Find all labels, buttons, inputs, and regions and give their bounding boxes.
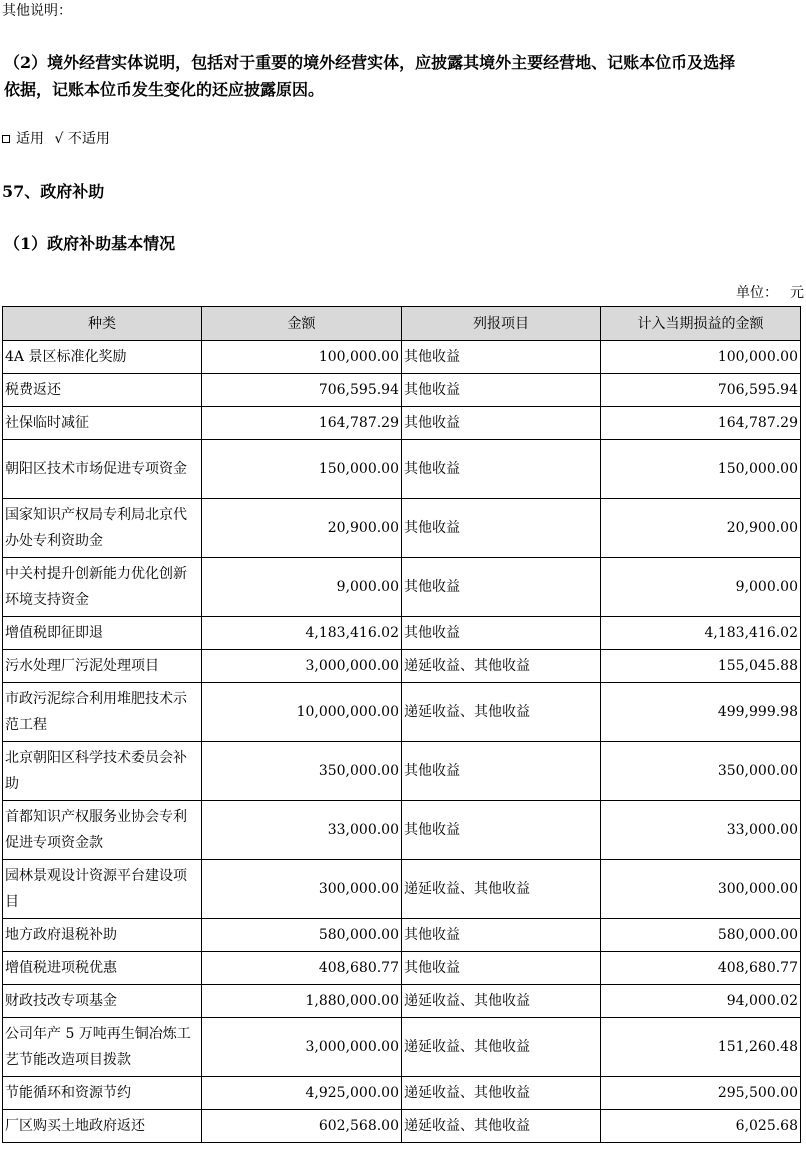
table-row <box>3 374 801 407</box>
cell-item: 其他收益 <box>402 742 601 801</box>
table-row <box>3 1018 801 1077</box>
table-row <box>3 742 801 801</box>
cell-amount: 9,000.00 <box>202 558 402 617</box>
header-amount: 金额 <box>202 307 402 341</box>
cell-item: 递延收益、其他收益 <box>402 1077 601 1110</box>
section-2-heading-line2: 依据，记账本位币发生变化的还应披露原因。 <box>4 80 325 99</box>
cell-amount: 3,000,000.00 <box>202 650 402 683</box>
table-body <box>3 341 801 1143</box>
applicability-row <box>2 128 110 148</box>
cell-current-amount: 151,260.48 <box>601 1018 801 1077</box>
subsection-1-heading: （1）政府补助基本情况 <box>4 234 176 253</box>
other-note: 其他说明： <box>2 3 72 19</box>
table-row <box>3 1110 801 1143</box>
checkbox-icon <box>2 135 10 143</box>
cell-current-amount: 408,680.77 <box>601 952 801 985</box>
cell-current-amount: 580,000.00 <box>601 919 801 952</box>
cell-item: 其他收益 <box>402 801 601 860</box>
cell-amount: 10,000,000.00 <box>202 683 402 742</box>
cell-item: 递延收益、其他收益 <box>402 683 601 742</box>
table-row <box>3 952 801 985</box>
cell-type: 厂区购买土地政府返还 <box>3 1110 202 1143</box>
cell-item: 递延收益、其他收益 <box>402 860 601 919</box>
cell-amount: 706,595.94 <box>202 374 402 407</box>
table-row <box>3 650 801 683</box>
cell-amount: 602,568.00 <box>202 1110 402 1143</box>
cell-current-amount: 706,595.94 <box>601 374 801 407</box>
cell-type: 市政污泥综合利用堆肥技术示范工程 <box>3 683 202 742</box>
government-subsidy-table <box>2 306 801 1143</box>
table-row <box>3 341 801 374</box>
table-row <box>3 407 801 440</box>
cell-amount: 20,900.00 <box>202 499 402 558</box>
cell-current-amount: 499,999.98 <box>601 683 801 742</box>
cell-amount: 580,000.00 <box>202 919 402 952</box>
cell-current-amount: 94,000.02 <box>601 985 801 1018</box>
cell-type: 增值税即征即退 <box>3 617 202 650</box>
cell-item: 其他收益 <box>402 440 601 499</box>
table-row <box>3 801 801 860</box>
table-row <box>3 440 801 499</box>
cell-current-amount: 33,000.00 <box>601 801 801 860</box>
cell-current-amount: 164,787.29 <box>601 407 801 440</box>
table-row <box>3 860 801 919</box>
table-row <box>3 558 801 617</box>
cell-amount: 33,000.00 <box>202 801 402 860</box>
cell-current-amount: 9,000.00 <box>601 558 801 617</box>
cell-type: 污水处理厂污泥处理项目 <box>3 650 202 683</box>
cell-item: 递延收益、其他收益 <box>402 1110 601 1143</box>
cell-type: 地方政府退税补助 <box>3 919 202 952</box>
cell-amount: 408,680.77 <box>202 952 402 985</box>
cell-current-amount: 155,045.88 <box>601 650 801 683</box>
cell-item: 递延收益、其他收益 <box>402 1018 601 1077</box>
cell-type: 增值税进项税优惠 <box>3 952 202 985</box>
cell-current-amount: 150,000.00 <box>601 440 801 499</box>
cell-current-amount: 295,500.00 <box>601 1077 801 1110</box>
cell-type: 首都知识产权服务业协会专利促进专项资金款 <box>3 801 202 860</box>
cell-item: 其他收益 <box>402 617 601 650</box>
table-row <box>3 919 801 952</box>
check-mark: √ <box>54 131 64 147</box>
table-row <box>3 1077 801 1110</box>
cell-item: 其他收益 <box>402 407 601 440</box>
cell-item: 其他收益 <box>402 952 601 985</box>
cell-amount: 150,000.00 <box>202 440 402 499</box>
cell-current-amount: 100,000.00 <box>601 341 801 374</box>
cell-amount: 350,000.00 <box>202 742 402 801</box>
cell-type: 朝阳区技术市场促进专项资金 <box>3 440 202 499</box>
cell-item: 其他收益 <box>402 558 601 617</box>
cell-amount: 3,000,000.00 <box>202 1018 402 1077</box>
cell-item: 其他收益 <box>402 499 601 558</box>
cell-type: 国家知识产权局专利局北京代办处专利资助金 <box>3 499 202 558</box>
table-row <box>3 499 801 558</box>
cell-amount: 1,880,000.00 <box>202 985 402 1018</box>
table-row <box>3 985 801 1018</box>
header-current-amount: 计入当期损益的金额 <box>601 307 801 341</box>
cell-amount: 300,000.00 <box>202 860 402 919</box>
cell-item: 其他收益 <box>402 919 601 952</box>
cell-current-amount: 6,025.68 <box>601 1110 801 1143</box>
cell-amount: 164,787.29 <box>202 407 402 440</box>
cell-current-amount: 350,000.00 <box>601 742 801 801</box>
cell-current-amount: 300,000.00 <box>601 860 801 919</box>
cell-current-amount: 4,183,416.02 <box>601 617 801 650</box>
unit-value: 元 <box>790 285 804 301</box>
cell-item: 递延收益、其他收益 <box>402 985 601 1018</box>
applicable-label: 适用 <box>16 131 44 147</box>
cell-amount: 4,925,000.00 <box>202 1077 402 1110</box>
table-header-row <box>3 307 801 341</box>
cell-item: 其他收益 <box>402 374 601 407</box>
cell-item: 递延收益、其他收益 <box>402 650 601 683</box>
section-57-heading: 57、政府补助 <box>2 182 105 201</box>
cell-type: 节能循环和资源节约 <box>3 1077 202 1110</box>
header-type: 种类 <box>3 307 202 341</box>
cell-type: 4A 景区标准化奖励 <box>3 341 202 374</box>
cell-type: 税费返还 <box>3 374 202 407</box>
table-row <box>3 683 801 742</box>
unit-label: 单位： <box>736 285 778 301</box>
cell-amount: 4,183,416.02 <box>202 617 402 650</box>
cell-item: 其他收益 <box>402 341 601 374</box>
cell-amount: 100,000.00 <box>202 341 402 374</box>
cell-type: 财政技改专项基金 <box>3 985 202 1018</box>
header-item: 列报项目 <box>402 307 601 341</box>
cell-type: 社保临时减征 <box>3 407 202 440</box>
cell-type: 公司年产 5 万吨再生铜冶炼工艺节能改造项目拨款 <box>3 1018 202 1077</box>
cell-type: 北京朝阳区科学技术委员会补助 <box>3 742 202 801</box>
cell-type: 中关村提升创新能力优化创新环境支持资金 <box>3 558 202 617</box>
table-row <box>3 617 801 650</box>
cell-type: 园林景观设计资源平台建设项目 <box>3 860 202 919</box>
section-2-heading-line1: （2）境外经营实体说明，包括对于重要的境外经营实体，应披露其境外主要经营地、记账本位币及选择 <box>4 53 736 72</box>
not-applicable-label: 不适用 <box>67 131 110 147</box>
cell-current-amount: 20,900.00 <box>601 499 801 558</box>
unit-note <box>736 282 804 302</box>
